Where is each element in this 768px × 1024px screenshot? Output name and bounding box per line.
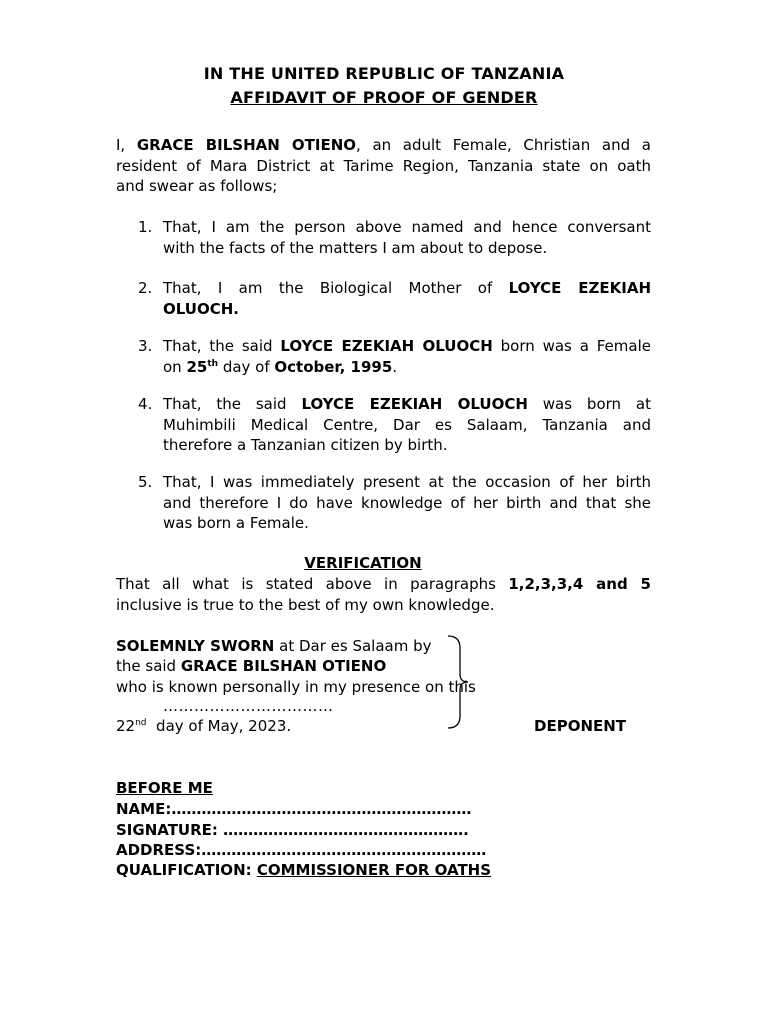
list-item-line: Muhimbili Medical Centre, Dar es Salaam, Tanzania and: [163, 415, 651, 434]
sworn-date-rest: day of May, 2023.: [146, 717, 292, 735]
verification-heading: VERIFICATION: [304, 554, 422, 572]
list-item-text-part: .: [392, 357, 398, 376]
list-item-line: That, I was immediately present at the occasion of her birth: [163, 473, 651, 491]
sworn-location: at Dar es Salaam by: [274, 637, 432, 655]
qualification-label: QUALIFICATION:: [116, 861, 257, 879]
list-item-text: [163, 217, 651, 258]
birth-month-year: October, 1995: [274, 357, 393, 376]
intro-line-2: resident of Mara District at Tarime Region, Tanzania state on oath: [116, 156, 651, 175]
before-me-heading: BEFORE ME: [116, 779, 213, 797]
verification-paragraph-numbers: 1,2,3,3,4 and 5: [508, 575, 651, 593]
list-item-text: [163, 336, 651, 377]
sworn-day-suffix: nd: [135, 718, 147, 728]
intro-line-3: and swear as follows;: [116, 177, 278, 195]
birth-day-suffix: th: [207, 358, 219, 369]
list-item-text-part: born was a Female: [492, 337, 651, 355]
list-item-text-part: That, I am the Biological Mother of: [163, 279, 509, 297]
list-item-line: [163, 278, 651, 299]
list-item-line: [163, 299, 651, 320]
verification-line-2: inclusive is true to the best of my own knowledge.: [116, 595, 495, 614]
list-item-text-part: That, the said: [163, 337, 281, 355]
child-name: LOYCE EZEKIAH OLUOCH: [301, 395, 528, 413]
list-item-number: 3.: [138, 337, 153, 355]
verification-paragraph: [116, 574, 651, 615]
birth-day-number: 25: [186, 357, 208, 376]
birth-day: [186, 358, 218, 376]
name-field-line: NAME:……………………………………………………: [116, 800, 472, 818]
deponent-label: DEPONENT: [534, 717, 627, 735]
sworn-text-part: the said: [116, 657, 181, 675]
address-field-line: ADDRESS:…………………………………………………: [116, 841, 487, 859]
intro-line-1: [116, 135, 651, 156]
sworn-day-number: 22: [116, 717, 136, 735]
list-item-line: and therefore I do have knowledge of her birth and that she: [163, 493, 651, 512]
list-item-line: therefore a Tanzanian citizen by birth.: [163, 436, 448, 454]
list-item-text-part: day of: [218, 357, 275, 376]
intro-line-1-rest: , an adult Female, Christian and a: [356, 136, 651, 154]
child-name: LOYCE EZEKIAH: [508, 279, 651, 297]
qualification-value: COMMISSIONER FOR OATHS: [256, 861, 492, 879]
document-title: IN THE UNITED REPUBLIC OF TANZANIA: [203, 64, 565, 83]
verification-text-part: That all what is stated above in paragraphs: [116, 575, 509, 593]
curly-brace-icon: [446, 634, 470, 730]
child-surname: OLUOCH.: [163, 299, 239, 318]
sworn-line-2: [116, 656, 386, 677]
intro-paragraph: [116, 135, 651, 197]
list-item-text: [163, 394, 651, 456]
child-name: LOYCE EZEKIAH OLUOCH: [280, 337, 493, 355]
list-item-line: was born a Female.: [163, 514, 309, 532]
signature-field-line: SIGNATURE: ………………………………………….: [116, 821, 469, 839]
solemnly-sworn-label: SOLEMNLY SWORN: [116, 637, 275, 655]
sworn-dotted-line: ……………………………: [163, 697, 334, 715]
sworn-line-3: who is known personally in my presence on this: [116, 678, 476, 696]
sworn-deponent-name: GRACE BILSHAN OTIENO: [180, 657, 387, 675]
list-item-number: 4.: [138, 395, 153, 413]
document-subtitle: AFFIDAVIT OF PROOF OF GENDER: [230, 88, 538, 107]
list-item-text-part: That, the said: [163, 395, 302, 413]
verification-line-1: [116, 574, 651, 595]
list-item-text-part: was born at: [527, 395, 651, 413]
list-item-text: [163, 278, 651, 319]
list-item-text: [163, 472, 651, 534]
sworn-line-1: [116, 636, 432, 657]
list-item-line: [163, 357, 651, 378]
list-item-number: 2.: [138, 279, 153, 297]
deponent-name: GRACE BILSHAN OTIENO: [136, 136, 357, 154]
list-item-line: [163, 336, 651, 357]
list-item-text-part: on: [163, 357, 187, 376]
sworn-date: [116, 717, 291, 735]
list-item-line: [163, 394, 651, 415]
list-item-number: 1.: [138, 218, 153, 236]
list-item-line: with the facts of the matters I am about to depose.: [163, 238, 548, 257]
list-item-number: 5.: [138, 473, 153, 491]
qualification-line: [116, 860, 491, 881]
intro-prefix: I,: [116, 136, 137, 154]
list-item-line: That, I am the person above named and hence conversant: [163, 218, 651, 236]
